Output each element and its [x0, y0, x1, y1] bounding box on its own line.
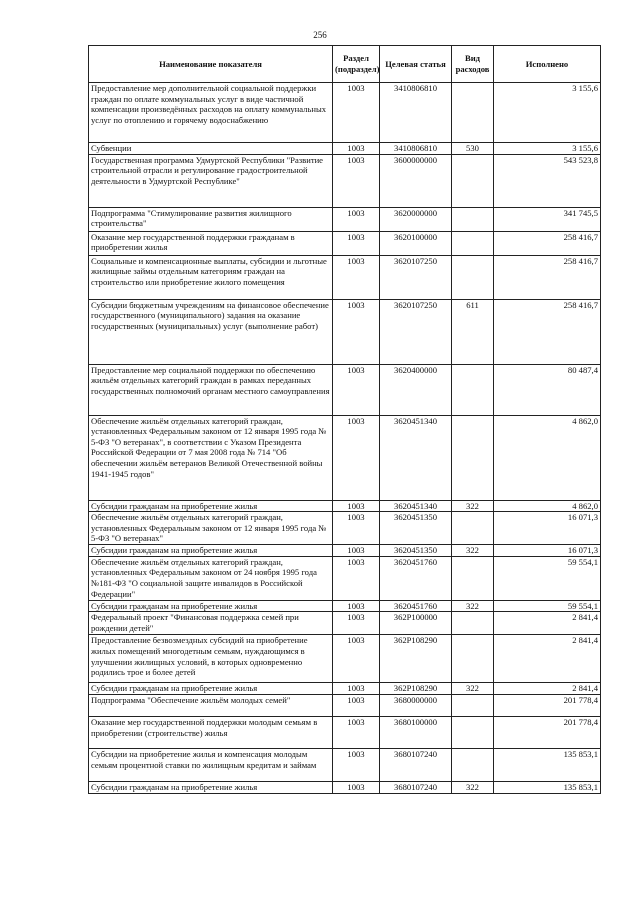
- row-name: Субсидии бюджетным учреждениям на финансовое обеспечение государственного (муниципального) задания на оказание государственных (муниципальных) услуг (выполнение работ): [89, 299, 333, 364]
- row-code: 3410806810: [380, 143, 452, 155]
- row-code: 3620400000: [380, 364, 452, 415]
- row-executed: 201 778,4: [494, 694, 601, 716]
- row-executed: 258 416,7: [494, 299, 601, 364]
- row-code: 3620107250: [380, 299, 452, 364]
- row-executed: 16 071,3: [494, 545, 601, 557]
- row-name: Субсидии гражданам на приобретение жилья: [89, 600, 333, 612]
- row-section: 1003: [333, 781, 380, 793]
- row-name: Подпрограмма "Стимулирование развития жилищного строительства": [89, 207, 333, 231]
- row-type: 322: [452, 600, 494, 612]
- table-row: [89, 299, 601, 364]
- row-code: 3620000000: [380, 207, 452, 231]
- row-executed: 2 841,4: [494, 683, 601, 695]
- table-row: [89, 83, 601, 143]
- table-row: [89, 207, 601, 231]
- row-name: Предоставление безвозмездных субсидий на приобретение жилых помещений многодетным семьям, нуждающимся в улучшении жилищных условий, в которых одновременно родились трое и более детей: [89, 635, 333, 683]
- row-type: 322: [452, 781, 494, 793]
- row-name: Субсидии гражданам на приобретение жилья: [89, 545, 333, 557]
- row-code: 362P100000: [380, 612, 452, 635]
- row-executed: 201 778,4: [494, 716, 601, 748]
- row-name: Субсидии гражданам на приобретение жилья: [89, 500, 333, 512]
- row-section: 1003: [333, 748, 380, 781]
- table-row: [89, 415, 601, 500]
- row-executed: 80 487,4: [494, 364, 601, 415]
- row-type: [452, 364, 494, 415]
- table-row: [89, 512, 601, 545]
- row-executed: 4 862,0: [494, 415, 601, 500]
- row-type: [452, 748, 494, 781]
- row-code: 3600000000: [380, 154, 452, 207]
- row-type: [452, 716, 494, 748]
- table-row: [89, 364, 601, 415]
- row-code: 362P108290: [380, 683, 452, 695]
- row-name: Подпрограмма "Обеспечение жильём молодых семей": [89, 694, 333, 716]
- table-body: [89, 83, 601, 794]
- row-section: 1003: [333, 512, 380, 545]
- row-code: 3410806810: [380, 83, 452, 143]
- row-executed: 341 745,5: [494, 207, 601, 231]
- row-code: 362P108290: [380, 635, 452, 683]
- row-section: 1003: [333, 600, 380, 612]
- row-executed: 135 853,1: [494, 748, 601, 781]
- row-code: 3620451340: [380, 415, 452, 500]
- row-code: 3620451760: [380, 600, 452, 612]
- row-type: 322: [452, 500, 494, 512]
- row-name: Предоставление мер социальной поддержки по обеспечению жильём отдельных категорий граждан в рамках переданных государственных полномочий органам местного самоуправления: [89, 364, 333, 415]
- row-type: [452, 694, 494, 716]
- row-code: 3620451350: [380, 545, 452, 557]
- row-section: 1003: [333, 207, 380, 231]
- row-code: 3680100000: [380, 716, 452, 748]
- row-section: 1003: [333, 154, 380, 207]
- row-section: 1003: [333, 143, 380, 155]
- row-section: 1003: [333, 612, 380, 635]
- row-type: [452, 231, 494, 255]
- row-type: [452, 83, 494, 143]
- table-header: [89, 46, 601, 83]
- row-section: 1003: [333, 83, 380, 143]
- table-row: [89, 716, 601, 748]
- row-name: Субсидии гражданам на приобретение жилья: [89, 683, 333, 695]
- table-row: [89, 635, 601, 683]
- table-row: [89, 154, 601, 207]
- row-section: 1003: [333, 694, 380, 716]
- header-code: Целевая статья: [380, 46, 452, 83]
- row-executed: 258 416,7: [494, 255, 601, 299]
- row-section: 1003: [333, 545, 380, 557]
- row-name: Оказание мер государственной поддержки гражданам в приобретении жилья: [89, 231, 333, 255]
- row-section: 1003: [333, 299, 380, 364]
- row-type: 611: [452, 299, 494, 364]
- row-executed: 59 554,1: [494, 600, 601, 612]
- row-name: Обеспечение жильём отдельных категорий граждан, установленных Федеральным законом от 12 января 1995 года № 5-ФЗ "О ветеранах": [89, 512, 333, 545]
- row-executed: 543 523,8: [494, 154, 601, 207]
- table-row: [89, 781, 601, 793]
- row-section: 1003: [333, 255, 380, 299]
- table-row: [89, 748, 601, 781]
- row-type: [452, 415, 494, 500]
- row-name: Субвенции: [89, 143, 333, 155]
- row-type: [452, 154, 494, 207]
- row-executed: 59 554,1: [494, 556, 601, 600]
- header-section: Раздел (подраздел): [333, 46, 380, 83]
- budget-table: [88, 45, 601, 794]
- row-type: [452, 255, 494, 299]
- row-code: 3620107250: [380, 255, 452, 299]
- row-executed: 3 155,6: [494, 83, 601, 143]
- row-code: 3680107240: [380, 781, 452, 793]
- row-type: [452, 512, 494, 545]
- row-executed: 258 416,7: [494, 231, 601, 255]
- row-section: 1003: [333, 364, 380, 415]
- table-row: [89, 556, 601, 600]
- row-section: 1003: [333, 556, 380, 600]
- row-section: 1003: [333, 415, 380, 500]
- row-code: 3620100000: [380, 231, 452, 255]
- row-code: 3680107240: [380, 748, 452, 781]
- row-name: Обеспечение жильём отдельных категорий граждан, установленных Федеральным законом от 12 января 1995 года № 5-ФЗ "О ветеранах", в соответствии с Указом Президента Российской Федерации от 7 мая 2008 года № 714 "Об обеспечении жильём ветеранов Великой Отечественной войны 1941-1945 годов": [89, 415, 333, 500]
- table-row: [89, 694, 601, 716]
- row-name: Социальные и компенсационные выплаты, субсидии и льготные жилищные займы отдельным категориям граждан на строительство или приобретение жилого помещения: [89, 255, 333, 299]
- row-section: 1003: [333, 635, 380, 683]
- header-type: Вид расходов: [452, 46, 494, 83]
- row-executed: 3 155,6: [494, 143, 601, 155]
- row-section: 1003: [333, 683, 380, 695]
- row-type: 322: [452, 683, 494, 695]
- row-type: [452, 635, 494, 683]
- row-executed: 4 862,0: [494, 500, 601, 512]
- row-code: 3680000000: [380, 694, 452, 716]
- table-row: [89, 612, 601, 635]
- row-code: 3620451340: [380, 500, 452, 512]
- row-type: 322: [452, 545, 494, 557]
- header-name: Наименование показателя: [89, 46, 333, 83]
- row-type: [452, 612, 494, 635]
- row-executed: 2 841,4: [494, 612, 601, 635]
- row-name: Обеспечение жильём отдельных категорий граждан, установленных Федеральным законом от 24 ноября 1995 года №181-ФЗ "О социальной защите инвалидов в Российской Федерации": [89, 556, 333, 600]
- row-type: 530: [452, 143, 494, 155]
- row-type: [452, 556, 494, 600]
- table-row: [89, 600, 601, 612]
- row-section: 1003: [333, 500, 380, 512]
- row-type: [452, 207, 494, 231]
- table-row: [89, 683, 601, 695]
- table-row: [89, 255, 601, 299]
- table-row: [89, 231, 601, 255]
- row-code: 3620451350: [380, 512, 452, 545]
- row-name: Федеральный проект "Финансовая поддержка семей при рождении детей": [89, 612, 333, 635]
- table-row: [89, 500, 601, 512]
- row-name: Субсидии на приобретение жилья и компенсация молодым семьям процентной ставки по жилищным кредитам и займам: [89, 748, 333, 781]
- row-section: 1003: [333, 716, 380, 748]
- row-executed: 16 071,3: [494, 512, 601, 545]
- row-section: 1003: [333, 231, 380, 255]
- row-name: Государственная программа Удмуртской Республики "Развитие строительной отрасли и регулирование градостроительной деятельности в Удмуртской Республике": [89, 154, 333, 207]
- row-executed: 2 841,4: [494, 635, 601, 683]
- row-name: Оказание мер государственной поддержки молодым семьям в приобретении (строительстве) жилья: [89, 716, 333, 748]
- row-name: Предоставление мер дополнительной социальной поддержки граждан по оплате коммунальных услуг в виде частичной компенсации произведённых расходов на оплату коммунальных услуг по отоплению и горячему водоснабжению: [89, 83, 333, 143]
- row-name: Субсидии гражданам на приобретение жилья: [89, 781, 333, 793]
- row-code: 3620451760: [380, 556, 452, 600]
- table-row: [89, 143, 601, 155]
- table-row: [89, 545, 601, 557]
- row-executed: 135 853,1: [494, 781, 601, 793]
- header-executed: Исполнено: [494, 46, 601, 83]
- page-number: 256: [313, 30, 327, 40]
